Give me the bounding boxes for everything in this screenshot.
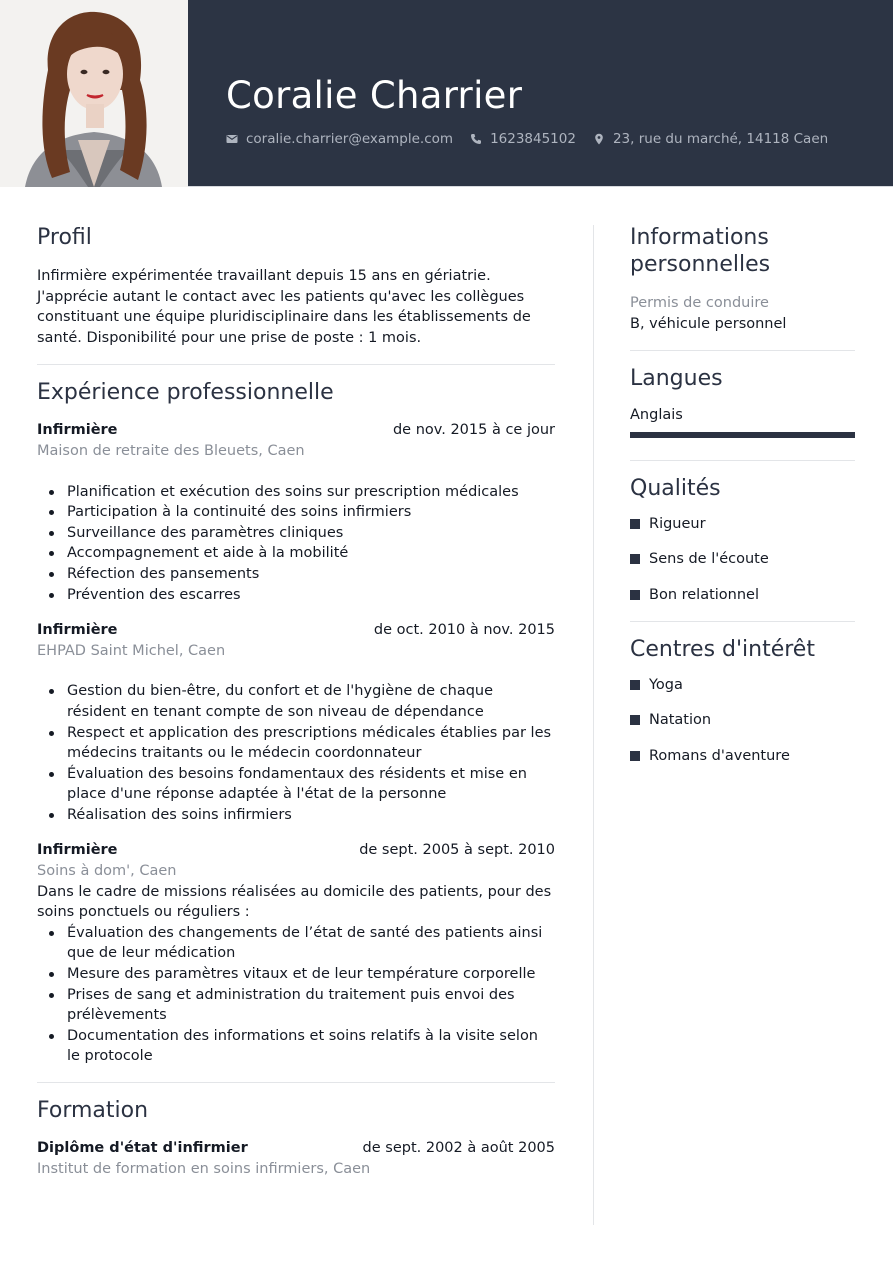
section-title-profil: Profil (37, 225, 92, 250)
square-bullet-icon (630, 590, 640, 600)
list-item: Surveillance des paramètres cliniques (37, 523, 555, 544)
language-name: Anglais (630, 407, 683, 424)
job-title: Infirmière (37, 622, 118, 639)
job-date: de nov. 2015 à ce jour (392, 422, 555, 439)
contact-address (593, 131, 828, 147)
education-entry (37, 1138, 555, 1179)
email-text: coralie.charrier@example.com (246, 131, 454, 147)
list-item: Documentation des informations et soins relatifs à la visite selon le protocole (37, 1026, 555, 1067)
contact-list (226, 131, 845, 147)
square-bullet-icon (630, 519, 640, 529)
list-item: Réalisation des soins infirmiers (37, 805, 555, 826)
section-title-formation: Formation (37, 1098, 149, 1123)
list-item: Respect et application des prescriptions médicales établies par les médecins traitants ou le médecin coordonnateur (37, 723, 555, 764)
section-title-qualities: Qualités (630, 475, 721, 501)
list-item (630, 549, 855, 569)
list-item (630, 514, 855, 534)
experience-section (37, 379, 555, 1067)
column-divider (593, 225, 594, 1225)
job-task-list (37, 923, 555, 1067)
list-item: Accompagnement et aide à la mobilité (37, 543, 555, 564)
job-employer: EHPAD Saint Michel, Caen (37, 642, 226, 659)
list-item (630, 746, 855, 766)
job-employer: Maison de retraite des Bleuets, Caen (37, 442, 305, 459)
license-label: Permis de conduire (630, 295, 769, 311)
language-level-bar (630, 432, 855, 438)
list-item: Prévention des escarres (37, 585, 555, 606)
section-divider (630, 350, 855, 351)
degree-title: Diplôme d'état d'infirmier (37, 1140, 248, 1156)
contact-email[interactable] (226, 131, 453, 147)
header (0, 0, 893, 187)
list-item: Mesure des paramètres vitaux et de leur température corporelle (37, 964, 555, 985)
list-item: Gestion du bien-être, du confort et de l'hygiène de chaque résident en tenant compte de son niveau de dépendance (37, 681, 555, 722)
interest-label: Natation (649, 712, 712, 729)
square-bullet-icon (630, 715, 640, 725)
job-title: Infirmière (37, 422, 118, 439)
section-title-interests: Centres d'intérêt (630, 636, 815, 662)
job-header (37, 420, 555, 441)
main-column (37, 224, 555, 1179)
phone-icon (470, 133, 482, 145)
list-item (630, 675, 855, 695)
job-intro: Dans le cadre de missions réalisées au domicile des patients, pour des soins ponctuels ou réguliers : (37, 883, 552, 921)
list-item: Réfection des pansements (37, 564, 555, 585)
section-divider (630, 621, 855, 622)
formation-section (37, 1097, 555, 1179)
candidate-name: Coralie Charrier (226, 74, 523, 117)
list-item: Participation à la continuité des soins infirmiers (37, 502, 555, 523)
list-item: Planification et exécution des soins sur prescription médicales (37, 482, 555, 503)
job-date: de oct. 2010 à nov. 2015 (373, 622, 555, 639)
qualities-list (630, 514, 855, 605)
list-item (630, 585, 855, 605)
quality-label: Rigueur (649, 515, 706, 532)
section-divider (630, 460, 855, 461)
portrait-photo (0, 0, 188, 187)
job-title: Infirmière (37, 842, 118, 859)
section-title-experience: Expérience professionnelle (37, 380, 334, 406)
profil-section (37, 224, 555, 348)
section-divider (37, 364, 555, 365)
section-title-personal-info: Informations personnelles (630, 225, 771, 277)
job-header (37, 620, 555, 641)
job-task-list (37, 482, 555, 606)
sidebar-column (630, 224, 855, 781)
contact-phone[interactable] (470, 131, 576, 147)
language-level-track (630, 432, 855, 438)
job-entry-3 (37, 840, 555, 1067)
interests-list (630, 675, 855, 766)
job-entry-2 (37, 620, 555, 825)
job-date: de sept. 2005 à sept. 2010 (359, 842, 555, 859)
phone-text: 1623845102 (490, 131, 576, 147)
section-title-languages: Langues (630, 366, 723, 392)
address-text: 23, rue du marché, 14118 Caen (612, 131, 829, 147)
profil-text: Infirmière expérimentée travaillant depuis 15 ans en gériatrie. J'apprécie autant le contact avec les patients qu'avec les collègues constituant une équipe pluridisciplinaire dans les établissements de santé. Disponibilité pour une prise de poste : 1 mois. (37, 268, 531, 346)
interest-label: Romans d'aventure (649, 747, 790, 764)
section-divider (37, 1082, 555, 1083)
location-pin-icon (593, 133, 605, 145)
personal-info-section (630, 224, 855, 334)
portrait-illustration (0, 0, 188, 187)
square-bullet-icon (630, 751, 640, 761)
quality-label: Bon relationnel (649, 586, 760, 603)
qualities-section (630, 475, 855, 605)
school-name: Institut de formation en soins infirmiers, Caen (37, 1160, 371, 1177)
square-bullet-icon (630, 554, 640, 564)
education-header (37, 1138, 555, 1159)
interest-label: Yoga (649, 676, 683, 693)
quality-label: Sens de l'écoute (649, 551, 769, 568)
list-item: Prises de sang et administration du traitement puis envoi des prélèvements (37, 985, 555, 1026)
list-item (630, 710, 855, 730)
job-task-list (37, 681, 555, 825)
job-entry-1 (37, 420, 555, 605)
education-date: de sept. 2002 à août 2005 (362, 1140, 555, 1156)
list-item: Évaluation des besoins fondamentaux des résidents et mise en place d'une réponse adaptée à l'état de la personne (37, 764, 555, 805)
interests-section (630, 636, 855, 766)
languages-section (630, 365, 855, 438)
license-value: B, véhicule personnel (630, 315, 787, 332)
list-item: Évaluation des changements de l’état de santé des patients ainsi que de leur médication (37, 923, 555, 964)
mail-icon (226, 133, 238, 145)
square-bullet-icon (630, 680, 640, 690)
job-header (37, 840, 555, 861)
job-employer: Soins à dom', Caen (37, 863, 177, 880)
